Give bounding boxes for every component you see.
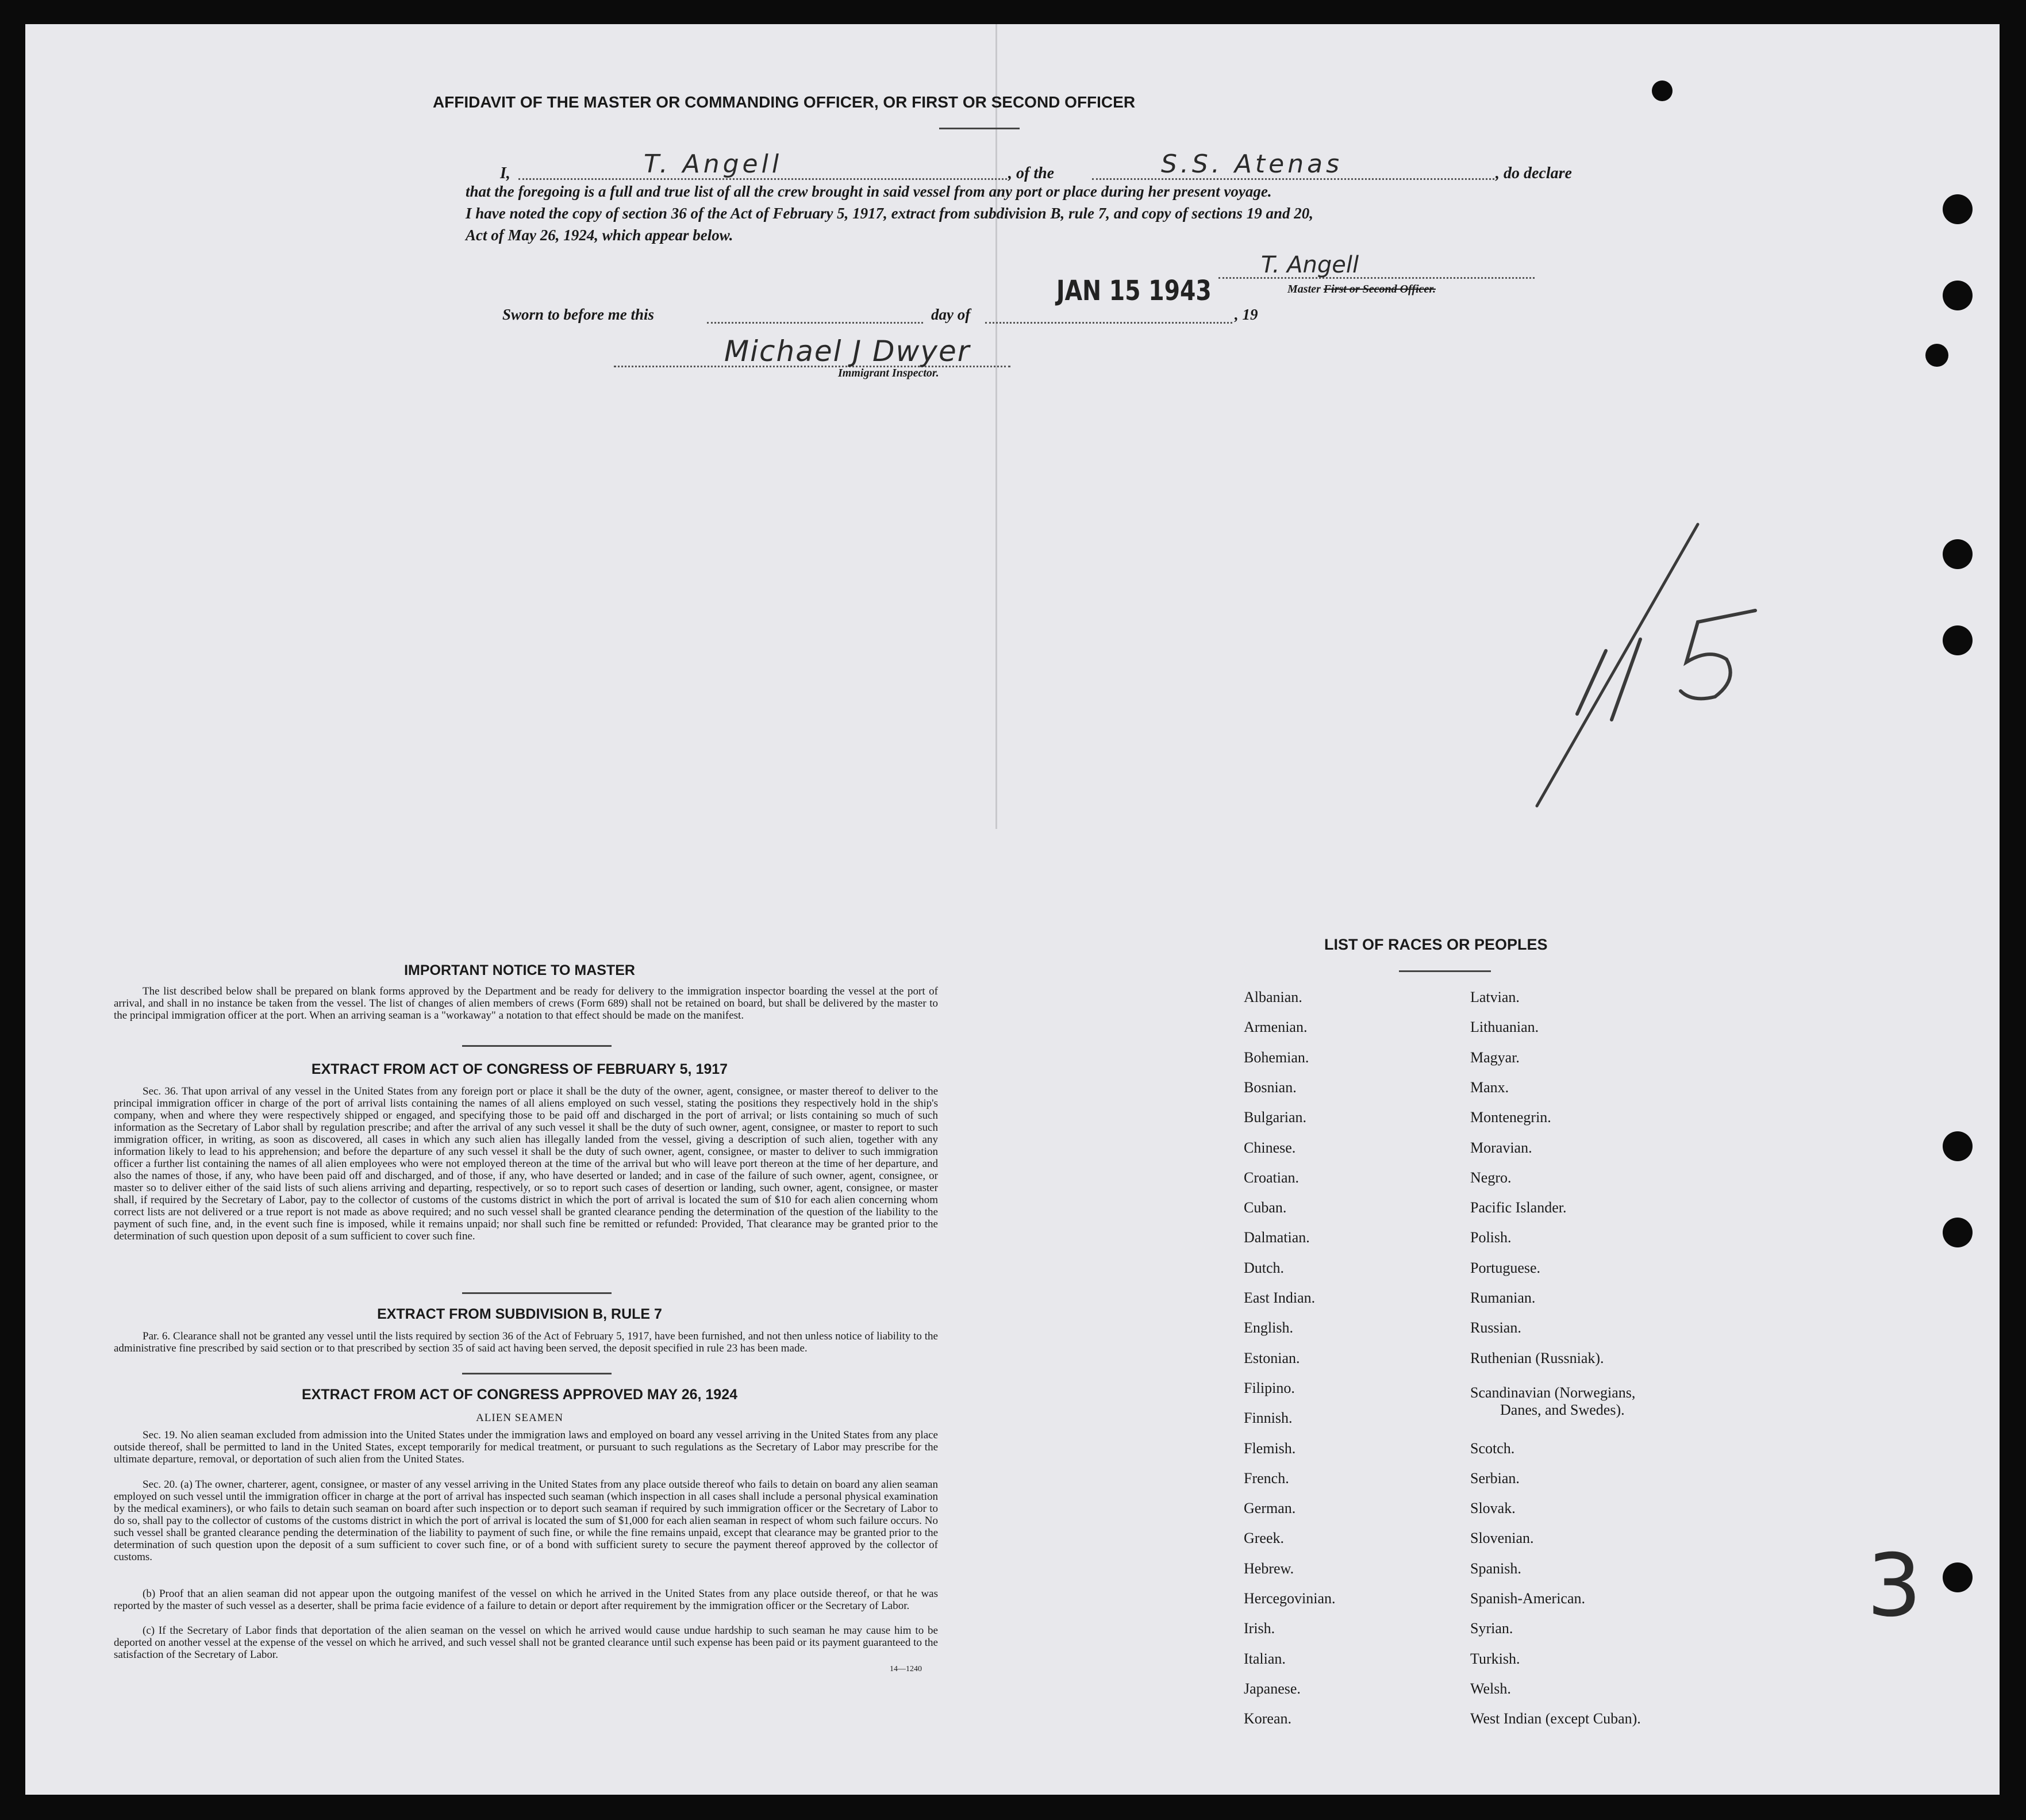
stamp-date: JAN 15 1943 bbox=[1056, 275, 1212, 307]
race-item: Japanese. bbox=[1244, 1680, 1301, 1697]
race-item: Slovenian. bbox=[1470, 1530, 1534, 1547]
punch-hole bbox=[1943, 539, 1973, 569]
race-item: Slovak. bbox=[1470, 1500, 1516, 1517]
affidavit-line2: that the foregoing is a full and true list of all the crew brought in said vessel from any port or place during her present voyage. bbox=[466, 183, 1272, 200]
year-label: , 19 bbox=[1235, 306, 1258, 323]
extract3-subtitle: ALIEN SEAMEN bbox=[476, 1412, 563, 1424]
race-item: Magyar. bbox=[1470, 1049, 1520, 1066]
punch-hole bbox=[1943, 1131, 1973, 1161]
of-the-label: , of the bbox=[1008, 164, 1055, 182]
punch-hole bbox=[1943, 1218, 1973, 1247]
race-item: Rumanian. bbox=[1470, 1289, 1536, 1306]
race-item: Latvian. bbox=[1470, 989, 1520, 1005]
day-of-label: day of bbox=[931, 306, 971, 323]
race-item: Scandinavian (Norwegians, bbox=[1470, 1384, 1636, 1401]
punch-hole bbox=[1943, 1562, 1973, 1592]
punch-hole bbox=[1925, 344, 1948, 367]
extract2-title: EXTRACT FROM SUBDIVISION B, RULE 7 bbox=[377, 1306, 662, 1322]
race-item: Armenian. bbox=[1244, 1019, 1308, 1036]
race-item: Hercegovinian. bbox=[1244, 1590, 1336, 1607]
race-item: Dutch. bbox=[1244, 1259, 1285, 1276]
handwritten-date-mark bbox=[1520, 496, 1864, 840]
master-signature: T. Angell bbox=[1261, 252, 1359, 278]
fold-line bbox=[995, 24, 997, 829]
extract1-title: EXTRACT FROM ACT OF CONGRESS OF FEBRUARY 5, 1917 bbox=[311, 1061, 728, 1077]
race-item: Pacific Islander. bbox=[1470, 1199, 1567, 1216]
race-item: Polish. bbox=[1470, 1229, 1512, 1246]
affidavit-line4: Act of May 26, 1924, which appear below. bbox=[466, 226, 733, 244]
struck-officer-label: First or Second Officer. bbox=[1323, 283, 1436, 295]
punch-hole bbox=[1943, 625, 1973, 655]
master-name: T. Angell bbox=[644, 149, 783, 179]
race-item: Ruthenian (Russniak). bbox=[1470, 1349, 1604, 1366]
race-item: Filipino. bbox=[1244, 1379, 1295, 1396]
race-item: Estonian. bbox=[1244, 1349, 1300, 1366]
race-item: Irish. bbox=[1244, 1620, 1275, 1637]
punch-hole bbox=[1943, 194, 1973, 224]
sworn-day-field bbox=[707, 306, 923, 324]
inspector-label: Immigrant Inspector. bbox=[838, 367, 939, 379]
race-item: Bulgarian. bbox=[1244, 1109, 1307, 1126]
extract3-sec20b: (b) Proof that an alien seaman did not appear upon the outgoing manifest of the vessel on which he arrived in the United States from any place outside thereof, or that he was reported by the master of such vessel as a deserter, shall be prima facie evidence of a failure to detain or deport after requirement by the immigration officer or the Secretary of Labor. bbox=[114, 1588, 938, 1612]
race-item: Russian. bbox=[1470, 1319, 1521, 1337]
affidavit-title: AFFIDAVIT OF THE MASTER OR COMMANDING OFFICER, OR FIRST OR SECOND OFFICER bbox=[432, 93, 1136, 111]
race-item: Manx. bbox=[1470, 1078, 1509, 1096]
extract3-sec20a: Sec. 20. (a) The owner, charterer, agent, consignee, or master of any vessel arriving in the United States from any place outside thereof who fails to detain on board any alien seaman employed on such vessel until the immigration officer in charge at the port of arrival has inspected such seaman (which inspection in all cases shall include a personal physical examination by the medical examiners), or who fails to detain such seaman on board after such inspection or to deport such seaman if required by such immigration officer or the Secretary of Labor to do so, shall pay to the collector of customs of the customs district in which the port of arrival is located the sum of $1,000 for each alien seaman in respect of whom such failure occurs. No such vessel shall be granted clearance pending the determination of the liability to payment of such fine, or while the fine remains unpaid, except that clearance may be granted prior to the determination of such question upon the deposit of a sum sufficient to cover such fine, or of a bond with sufficient surety to secure the payment thereof approved by the collector of customs. bbox=[114, 1479, 938, 1563]
race-item: Greek. bbox=[1244, 1530, 1285, 1547]
notice-title: IMPORTANT NOTICE TO MASTER bbox=[404, 962, 635, 978]
notice-rule bbox=[462, 1045, 612, 1047]
extract2-body: Par. 6. Clearance shall not be granted any vessel until the lists required by section 36 of the Act of February 5, 1917, have been furnished, and not then unless notice of liability to the administrative fine prescribed by said section or to that prescribed by section 35 of said act having been served, the deposit specified in rule 23 has been made. bbox=[114, 1330, 938, 1354]
race-item: Albanian. bbox=[1244, 989, 1302, 1005]
punch-hole bbox=[1943, 281, 1973, 310]
big-mark-text bbox=[25, 24, 26, 25]
title-rule bbox=[939, 128, 1020, 129]
race-item: Cuban. bbox=[1244, 1199, 1287, 1216]
extract3-title: EXTRACT FROM ACT OF CONGRESS APPROVED MAY 26, 1924 bbox=[301, 1387, 738, 1403]
document-sheet bbox=[25, 24, 2000, 1795]
race-item: Montenegrin. bbox=[1470, 1109, 1551, 1126]
races-title: LIST OF RACES OR PEOPLES bbox=[1324, 936, 1548, 953]
race-item: Turkish. bbox=[1470, 1650, 1520, 1667]
race-item: Italian. bbox=[1244, 1650, 1286, 1667]
race-item: Finnish. bbox=[1244, 1410, 1293, 1427]
sworn-label: Sworn to before me this bbox=[502, 306, 655, 323]
inspector-signature: Michael J Dwyer bbox=[724, 335, 971, 368]
extract3-sec20c: (c) If the Secretary of Labor finds that deportation of the alien seaman on the vessel on which he arrived would cause undue hardship to such seaman he may cause him to be deported on another vessel at the expense of the vessel on which he arrived, and such vessel shall not be granted clearance until such expense has been paid or its payment guaranteed to the satisfaction of the Secretary of Labor. bbox=[114, 1625, 938, 1661]
race-item: Bohemian. bbox=[1244, 1049, 1309, 1066]
race-item: Portuguese. bbox=[1470, 1259, 1541, 1276]
extract1-body: Sec. 36. That upon arrival of any vessel in the United States from any foreign port or place it shall be the duty of the owner, agent, consignee, or master thereof to deliver to the principal immigration officer in charge of the port of arrival lists containing the names of all aliens employed on such vessel, stating the positions they respectively hold in the ship's company, when and where they were respectively shipped or engaged, and specifying those to be paid off and discharged in the port of arrival; or lists containing so much of such information as the Secretary of Labor shall by regulation prescribe; and after the arrival of any such vessel it shall be the duty of such owner, agent, consignee, or master to report to such immigration officer, in writing, as soon as discovered, all cases in which any such alien has illegally landed from the vessel, giving a description of such alien, together with any information likely to lead to his apprehension; and before the departure of any such vessel it shall be the duty of such owner, agent, consignee, or master to deliver to such immigration officer a further list containing the names of all alien employees who were not employed thereon at the time of the arrival but who will leave port thereon at the time of her departure, and also the names of those, if any, who have been paid off and discharged, and of those, if any, who have deserted or landed; and in case of the failure of such owner, agent, consignee, or master so to deliver either of the said lists of such aliens arriving and departing, respectively, or so to report such cases of desertion or landing, such owner, agent, consignee, or master shall, if required by the Secretary of Labor, pay to the collector of customs of the customs district in which the port of arrival is located the sum of $10 for each alien concerning whom correct lists are not delivered or a true report is not made as above required; and no such vessel shall be granted clearance pending the determination of the question of the liability to the payment of such fine, and, in the event such fine is imposed, while it remains unpaid; nor shall such fine be remitted or refunded: Provided, That clearance may be granted prior to the determination of such question upon deposit of a sum sufficient to cover such fine. bbox=[114, 1085, 938, 1242]
race-item: Flemish. bbox=[1244, 1439, 1296, 1457]
race-item: Hebrew. bbox=[1244, 1560, 1294, 1577]
race-item: Scotch. bbox=[1470, 1439, 1515, 1457]
sworn-month-field bbox=[985, 306, 1232, 324]
extract1-rule bbox=[462, 1292, 612, 1294]
race-item: Dalmatian. bbox=[1244, 1229, 1310, 1246]
affidavit-line3: I have noted the copy of section 36 of the Act of February 5, 1917, extract from subdivision B, rule 7, and copy of sections 19 and 20, bbox=[466, 205, 1313, 222]
race-item: Croatian. bbox=[1244, 1169, 1300, 1186]
vessel-name: S.S. Atenas bbox=[1161, 149, 1343, 179]
i-label: I, bbox=[500, 164, 510, 182]
race-item: French. bbox=[1244, 1469, 1289, 1487]
race-item: Lithuanian. bbox=[1470, 1019, 1539, 1036]
extract2-rule bbox=[462, 1373, 612, 1374]
do-declare-label: , do declare bbox=[1496, 164, 1572, 182]
race-item: Bosnian. bbox=[1244, 1078, 1297, 1096]
race-item: Danes, and Swedes). bbox=[1500, 1401, 1625, 1418]
race-item: Spanish. bbox=[1470, 1560, 1521, 1577]
race-item: English. bbox=[1244, 1319, 1293, 1337]
affidavit-line1 bbox=[500, 149, 1581, 182]
sworn-line bbox=[502, 306, 1284, 329]
race-item: West Indian (except Cuban). bbox=[1470, 1710, 1641, 1727]
race-item: Serbian. bbox=[1470, 1469, 1520, 1487]
notice-body: The list described below shall be prepared on blank forms approved by the Department and be ready for delivery to the immigration inspector boarding the vessel at the port of arrival, and shall in no instance be taken from the vessel. The list of changes of alien members of crews (Form 689) shall not be retained on board, but shall be delivered by the master to the principal immigration officer at the port. When an arriving seaman is a "workaway" a notation to that effect should be made on the manifest. bbox=[114, 985, 938, 1022]
race-item: Chinese. bbox=[1244, 1139, 1296, 1156]
extract3-sec19: Sec. 19. No alien seaman excluded from admission into the United States under the immigration laws and employed on board any vessel arriving in the United States from any place outside thereof, shall be permitted to land in the United States, except temporarily for medical treatment, or pursuant to such regulations as the Secretary of Labor may prescribe for the ultimate departure, removal, or deportation of such alien from the United States. bbox=[114, 1429, 938, 1465]
master-label-text: Master bbox=[1287, 283, 1321, 295]
punch-hole bbox=[1652, 80, 1673, 101]
master-label bbox=[1287, 283, 1436, 296]
race-item: Korean. bbox=[1244, 1710, 1292, 1727]
race-item: Moravian. bbox=[1470, 1139, 1532, 1156]
race-item: Welsh. bbox=[1470, 1680, 1511, 1697]
race-item: Spanish-American. bbox=[1470, 1590, 1586, 1607]
race-item: German. bbox=[1244, 1500, 1296, 1517]
race-item: Syrian. bbox=[1470, 1620, 1513, 1637]
race-item: Negro. bbox=[1470, 1169, 1512, 1186]
race-item: East Indian. bbox=[1244, 1289, 1316, 1306]
corner-mark: 3 bbox=[1867, 1536, 1922, 1636]
races-rule bbox=[1399, 970, 1491, 972]
form-number: 14—1240 bbox=[890, 1665, 922, 1673]
